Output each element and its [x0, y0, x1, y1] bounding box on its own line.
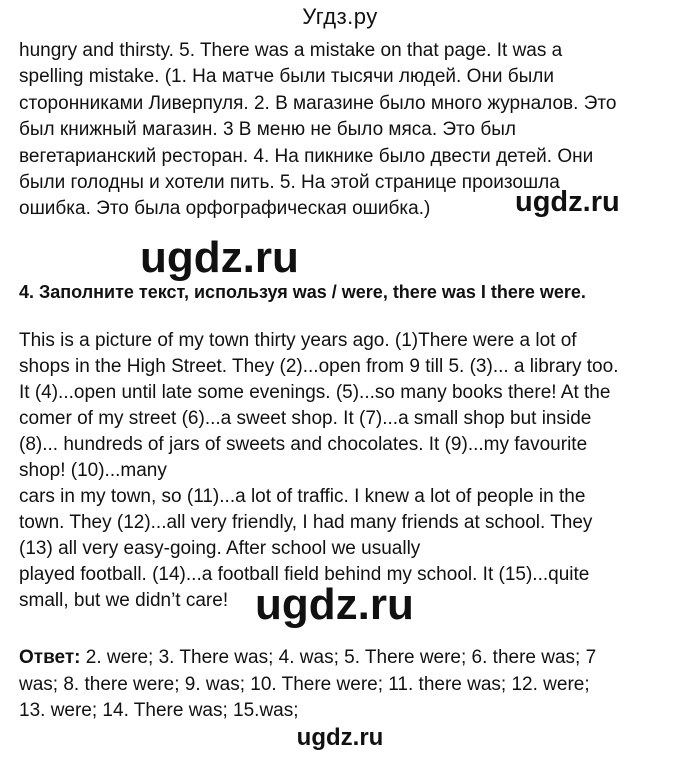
watermark: ugdz.ru: [296, 724, 384, 751]
text-line: вегетарианский ресторан. 4. На пикнике было двести детей. Они: [19, 145, 594, 167]
text-line: сторонниками Ливерпуля. 2. В магазине было много журналов. Это: [19, 92, 617, 114]
answer-line: was; 8. there were; 9. was; 10. There were; 11. there was; 12. were;: [19, 673, 590, 695]
text-line: played football. (14)...a football field behind my school. It (15)...quite: [19, 564, 590, 585]
text-line: shop! (10)...many: [19, 460, 167, 481]
text-line: cars in my town, so (11)...a lot of traffic. I knew a lot of people in the: [19, 486, 586, 507]
text-line: shops in the High Street. They (2)...open from 9 till 5. (3)... a library too.: [19, 356, 619, 377]
exercise-paragraph: [19, 328, 669, 614]
text-line: hungry and thirsty. 5. There was a mistake on that page. It was a: [19, 40, 563, 61]
watermark: ugdz.ru: [140, 233, 299, 282]
answer-line: [19, 645, 669, 672]
text-line: (8)... hundreds of jars of sweets and chocolates. It (9)...my favourite: [19, 434, 588, 455]
text-line: This is a picture of my town thirty years ago. (1)There were a lot of: [19, 330, 577, 351]
text-line: town. They (12)...all very friendly, I had many friends at school. They: [19, 512, 593, 533]
answer-paragraph: [19, 645, 669, 725]
text-line: It (4)...open until late some evenings. (5)...so many books there! At the: [19, 382, 611, 403]
text-line: были голодны и хотели пить. 5. На этой странице произошла: [19, 172, 560, 194]
text-line: spelling mistake. (1. На матче были тысячи людей. Они были: [19, 66, 555, 88]
text-line: comer of my street (6)...a sweet shop. It (7)...a small shop but inside: [19, 408, 592, 429]
text-line: small, but we didn’t care!: [19, 590, 229, 611]
task-heading: 4. Заполните текст, используя was / were, there was I there were.: [19, 282, 586, 302]
text-line: был книжный магазин. 3 В меню не было мяса. Это был: [19, 119, 517, 141]
text-line: ошибка. Это была орфографическая ошибка.): [19, 198, 431, 220]
text-line: (13) all very easy-going. After school we usually: [19, 538, 421, 559]
watermark: ugdz.ru: [255, 580, 414, 629]
answer-line: 13. were; 14. There was; 15.was;: [19, 700, 299, 721]
watermark: ugdz.ru: [515, 186, 620, 218]
site-title: Угдз.ру: [302, 4, 378, 29]
answer-text: 2. were; 3. There was; 4. was; 5. There were; 6. there was; 7: [80, 647, 597, 668]
answer-label: Ответ:: [19, 647, 81, 668]
